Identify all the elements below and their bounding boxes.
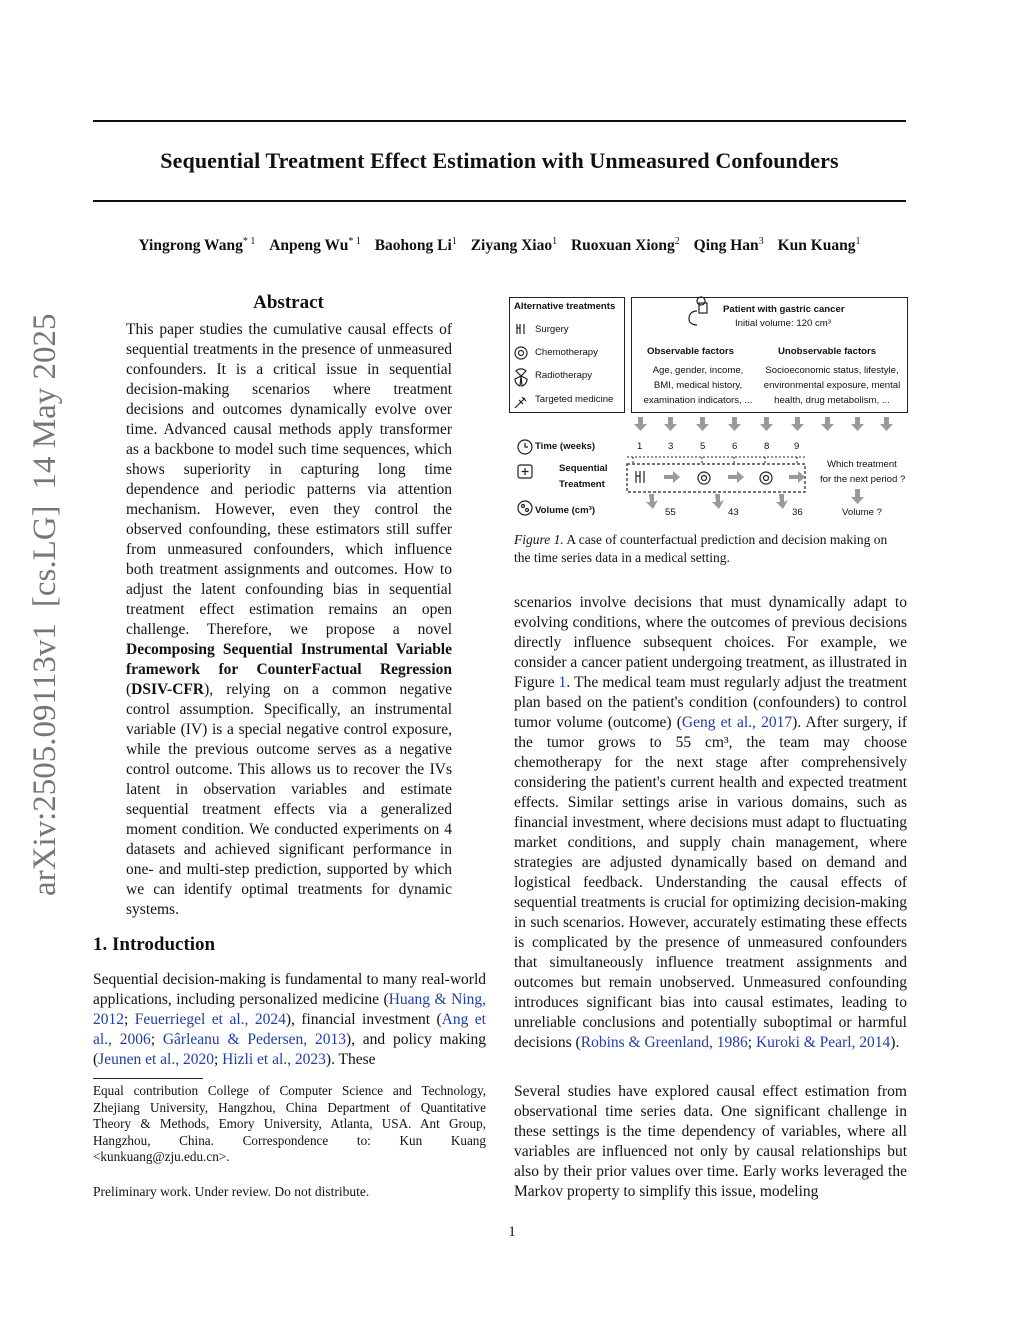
week-label: 9	[794, 441, 800, 452]
author: Ziyang Xiao$^1$	[470, 236, 558, 255]
citation-link[interactable]: Kuroki & Pearl, 2014	[755, 1034, 891, 1051]
citation-link[interactable]: Hizli et al., 2023	[222, 1051, 326, 1068]
volume-value: 43	[728, 507, 739, 518]
surgery-icon	[636, 471, 644, 483]
down-arrow-icon	[880, 417, 893, 431]
right-column-paragraph-1: scenarios involve decisions that must dynamically adapt to evolving conditions, where the outcomes of previous decisions directly influence subsequent choices. For example, we consider a cancer patient undergoing treatment, as illustrated in Figure 1. The medical team must regularly adjust the treatment plan based on the patient's condition (confounders) to control tumor volume (outcome) (Geng et al., 2017). After surgery, if the tumor grows to 55 cm³, the team may choose chemotherapy for the next stage after comprehensively considering the patient's current health and expected treatment effects. Similar settings arise in various domains, such as financial investment, where decisions must adapt to fluctuating market conditions, and supply chain management, where strategies are adjusted dynamically based on demand and logistical feedback. Understanding the causal effects of sequential treatments is crucial for optimizing decision-making in such scenarios. However, accurately estimating these effects is complicated by the presence of unmeasured confounders that simultaneously influence treatment assignments and outcomes but remain unobserved. Unmeasured confounding introduces significant bias into causal estimates, leading to unreliable conclusions and potentially suboptimal or harmful decisions (Robins & Greenland, 1986; Kuroki & Pearl, 2014).	[514, 594, 908, 1051]
time-label: Time (weeks)	[535, 441, 596, 452]
figure-caption: Figure 1. A case of counterfactual prediction and decision making on the time series data in a medical setting.	[514, 532, 888, 565]
introduction-body: Sequential decision-making is fundamental to many real-world applications, including personalized medicine (Huang & Ning, 2012; Feuerriegel et al., 2024), financial investment (Ang et al., 2006; Gârleanu & Pedersen, 2013), and policy making (Jeunen et al., 2020; Hizli et al., 2023). These	[93, 971, 487, 1068]
week-label: 1	[637, 441, 643, 452]
right-arrow-icon	[664, 471, 680, 483]
treatment-label: Surgery	[535, 324, 569, 335]
week-label: 5	[700, 441, 706, 452]
down-arrow-icon	[712, 494, 724, 509]
volume-value: 36	[792, 507, 803, 518]
patient-volume: Initial volume: 120 cm³	[735, 318, 831, 329]
unobservable-factors-text: Socioeconomic status, lifestyle, environmental exposure, mental health, drug metabolism, ...	[763, 365, 901, 406]
figure-1	[507, 295, 910, 525]
figure-ref-link[interactable]: 1	[558, 674, 567, 691]
author: Qing Han$^3$	[693, 236, 764, 255]
volume-value: 55	[665, 507, 676, 518]
citation-link[interactable]: Ang et al., 2006	[93, 1011, 486, 1048]
down-arrow-icon	[791, 417, 804, 431]
chemotherapy-icon	[760, 472, 772, 484]
author: Yingrong Wang$^{* 1}$	[138, 236, 256, 255]
right-column-paragraph-2: Several studies have explored causal effect estimation from observational time series data. One significant challenge in these settings is the time dependency of variables, where all variables are influenced not only by causal relationships but also by their prior values over time. Early works leveraged the Markov property to simplify this issue, modeling	[514, 1083, 907, 1200]
arxiv-category: [cs.LG]	[27, 505, 63, 608]
week-label: 3	[668, 441, 674, 452]
down-arrow-icon	[696, 417, 709, 431]
alternative-treatments-heading: Alternative treatments	[514, 301, 616, 312]
treatment-label: Chemotherapy	[535, 347, 598, 358]
paper-title: Sequential Treatment Effect Estimation with Unmeasured Confounders	[160, 148, 839, 173]
treatment-label: Targeted medicine	[535, 394, 614, 405]
volume-question: Volume ?	[842, 507, 883, 518]
treatment-label: Treatment	[559, 479, 605, 490]
chemotherapy-icon	[698, 472, 710, 484]
abstract-heading: Abstract	[253, 292, 324, 313]
right-arrow-icon	[789, 471, 805, 483]
author-list	[93, 236, 906, 255]
footnote: Equal contribution College of Computer Science and Technology, Zhejiang University, Hangzhou, China Department of Quantitative Theory & Methods, Emory University, Atlanta, USA. Ant Group, Hangzhou, China. Correspondence to: Kun Kuang <kunkuang@zju.edu.cn>.	[93, 1083, 486, 1164]
framework-name: Decomposing Sequential Instrumental Variable framework for CounterFactual Regression	[126, 641, 452, 678]
section-heading-introduction: 1. Introduction	[93, 934, 216, 955]
footnote-rule	[93, 1078, 203, 1079]
arxiv-id: arXiv:2505.09113v1	[27, 623, 63, 896]
preliminary-notice: Preliminary work. Under review. Do not distribute.	[93, 1184, 370, 1199]
observable-factors-text: Age, gender, income, BMI, medical history, examination indicators, ...	[643, 365, 753, 406]
patient-title: Patient with gastric cancer	[723, 304, 845, 315]
down-arrow-icon	[646, 494, 658, 509]
unobservable-factors-heading: Unobservable factors	[778, 346, 877, 357]
down-arrow-icon	[821, 417, 834, 431]
right-arrow-icon	[728, 471, 744, 483]
treatment-label: Radiotherapy	[535, 370, 593, 381]
top-rule	[93, 120, 906, 122]
week-label: 8	[764, 441, 770, 452]
down-arrow-icon	[851, 417, 864, 431]
volume-label: Volume (cm³)	[535, 505, 596, 516]
title-bottom-rule	[93, 200, 906, 202]
author: Anpeng Wu$^{* 1}$	[269, 236, 361, 255]
citation-link[interactable]: Feuerriegel et al., 2024	[134, 1011, 286, 1028]
treatment-sequence-box	[627, 464, 805, 492]
author: Baohong Li$^1$	[374, 236, 457, 255]
citation-link[interactable]: Huang & Ning, 2012	[93, 991, 486, 1028]
observable-factors-heading: Observable factors	[647, 346, 734, 357]
framework-acronym: DSIV-CFR	[131, 681, 205, 698]
arxiv-date: 14 May 2025	[27, 313, 63, 490]
down-arrow-icon	[851, 489, 864, 504]
next-treatment-question: Which treatment	[827, 459, 897, 470]
down-arrow-icon	[664, 417, 677, 431]
down-arrow-icon	[760, 417, 773, 431]
down-arrow-icon	[634, 417, 647, 431]
author: Ruoxuan Xiong$^2$	[570, 236, 680, 255]
week-label: 6	[732, 441, 738, 452]
abstract-body: This paper studies the cumulative causal effects of sequential treatments in the presence of unmeasured confounders. It is a critical issue in sequential decision-making scenarios where treatment decisions and outcomes dynamically evolve over time. Advanced causal methods apply transformer as a backbone to model such time sequences, which shows superiority in capturing long time dependence and periodic patterns via attention mechanism. However, even they control the observed confounding, these estimators still suffer from unmeasured confounders, which influence both treatment assignments and outcomes. How to adjust the latent confounding bias in sequential treatment effect estimation remains an open challenge. Therefore, we propose a novel Decomposing Sequential Instrumental Variable framework for CounterFactual Regression (DSIV-CFR), relying on a common negative control assumption. Specifically, an instrumental variable (IV) is a special negative control exposure, while the previous outcome serves as a negative control outcome. This allows us to recover the IVs latent in observation variables and estimate sequential treatment effects via a generalized moment condition. We conducted experiments on 4 datasets and achieved significant performance in one- and multi-step prediction, supported by which we can identify optimal treatments for dynamic systems.	[126, 321, 452, 918]
sequential-label: Sequential	[559, 463, 608, 474]
down-arrows-row	[634, 417, 893, 431]
author: Kun Kuang$^1$	[777, 236, 861, 255]
next-treatment-question: for the next period ?	[820, 474, 906, 485]
arxiv-identifier	[25, 313, 65, 904]
page-number: 1	[508, 1224, 516, 1240]
down-arrow-icon	[728, 417, 741, 431]
citation-link[interactable]: Robins & Greenland, 1986	[580, 1034, 748, 1051]
tumor-volume-icon	[518, 501, 532, 515]
citation-link[interactable]: Jeunen et al., 2020	[98, 1051, 214, 1068]
citation-link[interactable]: Gârleanu & Pedersen, 2013	[162, 1031, 346, 1048]
citation-link[interactable]: Geng et al., 2017	[681, 714, 793, 731]
down-arrow-icon	[776, 494, 788, 509]
